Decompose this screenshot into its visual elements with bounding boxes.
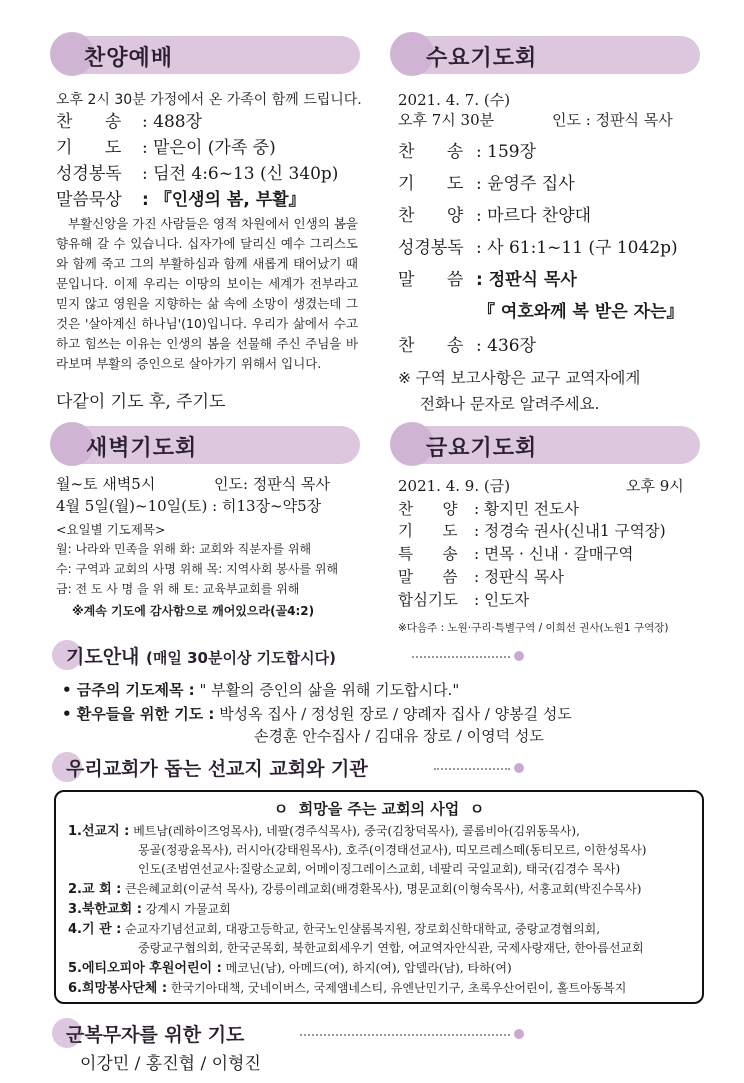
mission-value: 중랑교구협의회, 한국군목회, 북한교회세우기 연합, 여교역자안식관, 국제사랑재단, 한아름선교회 bbox=[138, 941, 644, 955]
dawn-schedule: 월~토 새벽5시 bbox=[56, 475, 156, 493]
missions-title: 우리교회가 돕는 선교지 교회와 기관 bbox=[66, 758, 368, 780]
wednesday-last-row bbox=[398, 334, 536, 358]
dawn-line: 수: 구역과 교회의 사명 위해 목: 지역사회 봉사를 위해 bbox=[56, 562, 339, 576]
mission-row bbox=[68, 900, 231, 919]
wednesday-sermon-title: 『 여호와께 복 받은 자는』 bbox=[478, 302, 684, 322]
wednesday-time: 오후 7시 30분 bbox=[398, 111, 495, 129]
prayer-item-2-cont: 손경훈 안수집사 / 김대유 장로 / 이영덕 성도 bbox=[254, 727, 544, 745]
praise-paragraph: 부활신앙을 가진 사람들은 영적 차원에서 인생의 봄을 향유해 갈 수 있습니다. 십자가에 달리신 예수 그리스도와 함께 죽고 그의 부활하심과 함께 새롭게 태어났기 때문입니다. 이제 우리는 이땅의 보이는 세계가 전부라고 믿지 않고 영원을 지향하는 삶 속에 소망이 생겼는데 그것은 '살아계신 하나님'(10)입니다. 우리가 삶에서 수고하고 힘쓰는 이유는 인생의 봄을 선물해 주신 주님을 바라보며 부활의 증인으로 살아가기 위해서 입니다. bbox=[56, 216, 358, 371]
mission-value: 큰은혜교회(이균석 목사), 강릉이레교회(배경환목사), 명문교회(이형숙목사), 서홍교회(박진수목사) bbox=[121, 882, 642, 896]
mission-row bbox=[68, 979, 626, 998]
prayer-item-value: " 부활의 증인의 삶을 위해 기도합시다." bbox=[199, 681, 460, 699]
mission-row bbox=[138, 841, 646, 860]
prayer-item-1 bbox=[62, 680, 459, 700]
soldiers-title: 군복무자를 위한 기도 bbox=[66, 1024, 245, 1046]
mission-row bbox=[68, 822, 580, 841]
mission-label: 6.희망봉사단체 : bbox=[68, 981, 168, 996]
row-label: 성경봉독 bbox=[398, 238, 464, 258]
prayer-item-label: • 환우들을 위한 기도 : bbox=[62, 705, 215, 723]
mission-value: 순교자기념선교회, 대광고등학교, 한국노인샬롬복지원, 장로회신학대학교, 중랑교경협의회, bbox=[121, 922, 601, 936]
dawn-header bbox=[54, 426, 360, 464]
row-value: : 159장 bbox=[476, 142, 537, 162]
dawn-line: 금: 전 도 사 명 을 위 해 토: 교육부교회를 위해 bbox=[56, 582, 300, 596]
row-label: 특 송 bbox=[398, 545, 458, 563]
friday-time: 오후 9시 bbox=[626, 477, 684, 495]
mission-label: 3.북한교회 : bbox=[68, 902, 142, 917]
praise-closing: 다같이 기도 후, 주기도 bbox=[56, 392, 226, 412]
mission-label: 5.에티오피아 후원어린이 : bbox=[68, 961, 222, 976]
row-label: 찬 송 bbox=[56, 112, 122, 132]
section-end-dot bbox=[514, 1029, 524, 1039]
row-label: 찬 양 bbox=[398, 500, 458, 518]
praise-intro: 오후 2시 30분 가정에서 온 가족이 함께 드립니다. bbox=[56, 92, 362, 108]
dawn-leader: 인도: 정판식 목사 bbox=[214, 475, 331, 493]
prayer-item-label: • 금주의 기도제목 : bbox=[62, 681, 195, 699]
row-value: : 딤전 4:6~13 (신 340p) bbox=[142, 164, 339, 184]
mission-row bbox=[138, 860, 620, 879]
row-value: : 마르다 찬양대 bbox=[476, 206, 592, 226]
row-label: 찬 양 bbox=[398, 206, 464, 226]
prayer-guide-title bbox=[66, 642, 336, 669]
missions-box bbox=[54, 790, 704, 1004]
row-label: 말 씀 bbox=[398, 568, 458, 586]
mission-value: 인도(조범연선교사:질랑소교회, 어메이징그레이스교회, 네팔리 국일교회), 태국(김경수 목사) bbox=[138, 862, 621, 876]
row-value: : 면목 · 신내 · 갈매구역 bbox=[474, 545, 634, 563]
section-end-dot bbox=[514, 763, 524, 773]
row-value: : 정판식 목사 bbox=[476, 270, 577, 290]
section-end-dot bbox=[514, 651, 524, 661]
dawn-title: 새벽기도회 bbox=[86, 436, 198, 461]
wednesday-title: 수요기도회 bbox=[426, 46, 538, 71]
row-value: : 맡은이 (가족 중) bbox=[142, 138, 276, 158]
mission-row bbox=[68, 880, 641, 899]
row-label: 기 도 bbox=[398, 522, 458, 540]
row-label: 기 도 bbox=[56, 138, 122, 158]
mission-value: 한국기아대책, 굿네이버스, 국제앰네스티, 유엔난민기구, 초록우산어린이, 홀트아동복지 bbox=[167, 981, 627, 995]
mission-label: 4.기 관 : bbox=[68, 922, 122, 937]
mission-value: 몽골(정광윤목사), 러시아(강태원목사), 호주(이경태선교사), 띠모르레스떼(동티모르, 이한성목사) bbox=[138, 843, 647, 857]
prayer-item-2 bbox=[62, 704, 572, 724]
dawn-line: 월: 나라와 민족을 위해 화: 교회와 직분자를 위해 bbox=[56, 542, 312, 556]
mission-value: 메코닌(남), 아메드(여), 하지(여), 압델라(남), 타하(여) bbox=[221, 961, 512, 975]
wednesday-note-2: 전화나 문자로 알려주세요. bbox=[420, 395, 600, 413]
mission-row bbox=[68, 959, 512, 978]
row-value: : 488장 bbox=[142, 112, 203, 132]
friday-next-week: ※다음주 : 노원·구리·특별구역 / 이희선 권사(노원1 구역장) bbox=[398, 622, 669, 634]
row-label: 기 도 bbox=[398, 174, 464, 194]
wednesday-header bbox=[394, 36, 700, 74]
dawn-subtitle: <요일별 기도제목> bbox=[56, 522, 166, 537]
row-label: 찬 송 bbox=[398, 142, 464, 162]
row-value: : 정판식 목사 bbox=[474, 568, 564, 586]
prayer-guide-heading: 기도안내 bbox=[66, 646, 140, 668]
row-value: : 황지민 전도사 bbox=[474, 500, 579, 518]
mission-row bbox=[138, 939, 644, 958]
row-value: : 『인생의 봄, 부활』 bbox=[142, 190, 306, 210]
row-value: : 정경숙 권사(신내1 구역장) bbox=[474, 522, 666, 540]
row-label: 성경봉독 bbox=[56, 164, 122, 184]
row-value: : 인도자 bbox=[474, 591, 530, 609]
missions-box-title: ㅇ 희망을 주는 교회의 사업 ㅇ bbox=[273, 800, 485, 818]
praise-service-title: 찬양예배 bbox=[84, 46, 174, 71]
wednesday-date: 2021. 4. 7. (수) bbox=[398, 91, 511, 109]
row-label: 말씀묵상 bbox=[56, 190, 122, 210]
mission-label: 2.교 회 : bbox=[68, 882, 122, 897]
soldiers-names: 이강민 / 홍진협 / 이형진 bbox=[80, 1054, 261, 1074]
section-divider bbox=[434, 768, 510, 770]
prayer-guide-subtitle: (매일 30분이상 기도합시다) bbox=[146, 649, 336, 667]
section-divider bbox=[412, 656, 510, 658]
dawn-dates: 4월 5일(월)~10일(토) : 히13장~약5장 bbox=[56, 497, 322, 515]
row-label: 말 씀 bbox=[398, 270, 464, 290]
friday-title: 금요기도회 bbox=[426, 436, 538, 461]
praise-service-header bbox=[54, 36, 360, 74]
friday-header bbox=[394, 426, 700, 464]
row-label: 합심기도 bbox=[398, 591, 458, 609]
row-value: : 윤영주 집사 bbox=[476, 174, 575, 194]
friday-date: 2021. 4. 9. (금) bbox=[398, 477, 511, 495]
wednesday-leader: 인도 : 정판식 목사 bbox=[552, 111, 673, 129]
row-value: : 436장 bbox=[476, 336, 537, 356]
section-divider bbox=[300, 1034, 510, 1036]
mission-value: 강계시 가물교회 bbox=[141, 902, 231, 916]
prayer-item-value: 박성옥 집사 / 정성원 장로 / 양례자 집사 / 양봉길 성도 bbox=[219, 705, 572, 723]
wednesday-note-1: ※ 구역 보고사항은 교구 교역자에게 bbox=[398, 369, 641, 387]
mission-row bbox=[68, 920, 600, 939]
mission-label: 1.선교지 : bbox=[68, 824, 130, 839]
mission-value: 베트남(레하이즈엉목사), 네팔(경주식목사), 중국(김창덕목사), 콜롬비아(김위동목사), bbox=[129, 824, 580, 838]
row-value: : 사 61:1~11 (구 1042p) bbox=[476, 238, 678, 258]
row-label: 찬 송 bbox=[398, 336, 464, 356]
dawn-verse: ※계속 기도에 감사함으로 깨어있으라(골4:2) bbox=[72, 604, 315, 618]
